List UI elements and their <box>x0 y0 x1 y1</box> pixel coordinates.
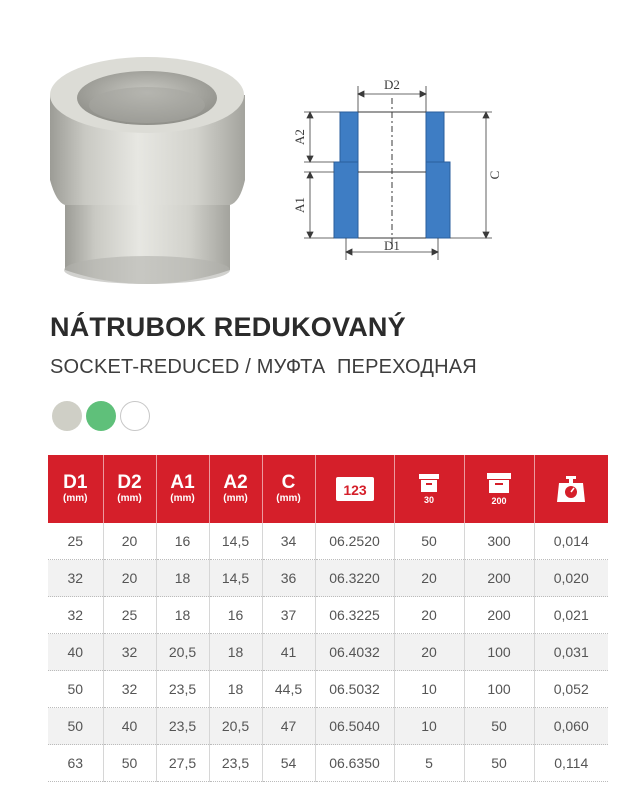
header-d1-label: D1 <box>63 472 88 493</box>
header-article-number <box>315 455 394 523</box>
cell-a1: 18 <box>156 597 209 634</box>
cell-weight: 0,052 <box>534 671 608 708</box>
cell-qty-small-box: 50 <box>394 523 464 560</box>
cell-d1: 40 <box>48 634 103 671</box>
cell-d2: 40 <box>103 708 156 745</box>
cell-c: 36 <box>262 560 315 597</box>
table-header-row <box>48 455 608 523</box>
drawing-label-a1: A1 <box>292 197 307 213</box>
header-d2 <box>103 455 156 523</box>
cell-qty-large-box: 100 <box>464 634 534 671</box>
color-swatch-white <box>120 401 150 431</box>
cell-a1: 18 <box>156 560 209 597</box>
cell-qty-large-box: 100 <box>464 671 534 708</box>
cell-a2: 14,5 <box>209 523 262 560</box>
cell-a1: 23,5 <box>156 671 209 708</box>
cell-a2: 16 <box>209 597 262 634</box>
header-weight <box>534 455 608 523</box>
large-box-quantity-label: 200 <box>491 496 507 506</box>
table-row <box>48 708 608 745</box>
cell-weight: 0,031 <box>534 634 608 671</box>
table-row <box>48 560 608 597</box>
cell-qty-large-box: 200 <box>464 597 534 634</box>
cell-weight: 0,060 <box>534 708 608 745</box>
cell-weight: 0,114 <box>534 745 608 782</box>
header-a1-label: A1 <box>170 472 195 493</box>
cell-article-number: 06.5040 <box>315 708 394 745</box>
cell-article-number: 06.2520 <box>315 523 394 560</box>
technical-drawing <box>286 72 506 268</box>
cell-article-number: 06.3220 <box>315 560 394 597</box>
product-subtitle: SOCKET-REDUCED / МУФТА ПЕРЕХОДНАЯ <box>50 356 477 378</box>
header-d1 <box>48 455 103 523</box>
cell-a2: 14,5 <box>209 560 262 597</box>
cell-d2: 50 <box>103 745 156 782</box>
cell-weight: 0,020 <box>534 560 608 597</box>
cell-weight: 0,021 <box>534 597 608 634</box>
cell-d2: 32 <box>103 634 156 671</box>
table-body <box>48 523 608 782</box>
header-c-unit: (mm) <box>276 493 301 504</box>
header-small-box <box>394 455 464 523</box>
cell-a1: 20,5 <box>156 634 209 671</box>
cell-a2: 18 <box>209 671 262 708</box>
cell-c: 37 <box>262 597 315 634</box>
cell-qty-small-box: 20 <box>394 634 464 671</box>
header-d1-unit: (mm) <box>63 493 88 504</box>
cell-weight: 0,014 <box>534 523 608 560</box>
cell-qty-large-box: 50 <box>464 708 534 745</box>
cell-qty-large-box: 50 <box>464 745 534 782</box>
drawing-label-c: C <box>487 170 502 180</box>
cell-article-number: 06.5032 <box>315 671 394 708</box>
cell-d2: 20 <box>103 523 156 560</box>
cell-a1: 23,5 <box>156 708 209 745</box>
cell-article-number: 06.6350 <box>315 745 394 782</box>
cell-article-number: 06.3225 <box>315 597 394 634</box>
cell-a2: 23,5 <box>209 745 262 782</box>
header-large-box <box>464 455 534 523</box>
header-a1 <box>156 455 209 523</box>
table-row <box>48 745 608 782</box>
table-row <box>48 634 608 671</box>
drawing-label-d1: D1 <box>384 238 400 253</box>
cell-a1: 27,5 <box>156 745 209 782</box>
cell-c: 44,5 <box>262 671 315 708</box>
cell-c: 41 <box>262 634 315 671</box>
cell-d2: 32 <box>103 671 156 708</box>
cell-d1: 32 <box>48 560 103 597</box>
color-swatch-gray <box>52 401 82 431</box>
color-swatch-green <box>86 401 116 431</box>
cell-d2: 25 <box>103 597 156 634</box>
cell-a2: 18 <box>209 634 262 671</box>
cell-qty-large-box: 300 <box>464 523 534 560</box>
cell-qty-large-box: 200 <box>464 560 534 597</box>
table-row <box>48 523 608 560</box>
cell-qty-small-box: 10 <box>394 708 464 745</box>
cell-d1: 32 <box>48 597 103 634</box>
cell-qty-small-box: 10 <box>394 671 464 708</box>
cell-d1: 50 <box>48 708 103 745</box>
cell-d2: 20 <box>103 560 156 597</box>
cell-d1: 63 <box>48 745 103 782</box>
cell-qty-small-box: 20 <box>394 597 464 634</box>
header-a2-label: A2 <box>223 472 248 493</box>
article-number-icon <box>335 476 375 502</box>
table-row <box>48 597 608 634</box>
header-a1-unit: (mm) <box>170 493 195 504</box>
color-swatches <box>52 401 150 431</box>
drawing-label-d2: D2 <box>384 77 400 92</box>
header-a2 <box>209 455 262 523</box>
header-c-label: C <box>281 472 296 493</box>
cell-c: 34 <box>262 523 315 560</box>
cell-a2: 20,5 <box>209 708 262 745</box>
specification-table <box>48 455 608 782</box>
article-number-text: 123 <box>342 482 367 498</box>
cell-a1: 16 <box>156 523 209 560</box>
scale-weight-icon <box>555 475 587 503</box>
cell-d1: 25 <box>48 523 103 560</box>
cell-c: 54 <box>262 745 315 782</box>
table-row <box>48 671 608 708</box>
small-box-quantity-label: 30 <box>423 495 434 505</box>
cell-d1: 50 <box>48 671 103 708</box>
cell-c: 47 <box>262 708 315 745</box>
cell-article-number: 06.4032 <box>315 634 394 671</box>
drawing-label-a2: A2 <box>292 129 307 145</box>
product-photo <box>40 30 255 292</box>
header-a2-unit: (mm) <box>223 493 248 504</box>
cell-qty-small-box: 5 <box>394 745 464 782</box>
header-c <box>262 455 315 523</box>
box-icon <box>418 473 440 493</box>
box-icon <box>486 472 512 494</box>
product-title: NÁTRUBOK REDUKOVANÝ <box>50 312 406 342</box>
cell-qty-small-box: 20 <box>394 560 464 597</box>
header-d2-unit: (mm) <box>117 493 142 504</box>
header-d2-label: D2 <box>117 472 142 493</box>
